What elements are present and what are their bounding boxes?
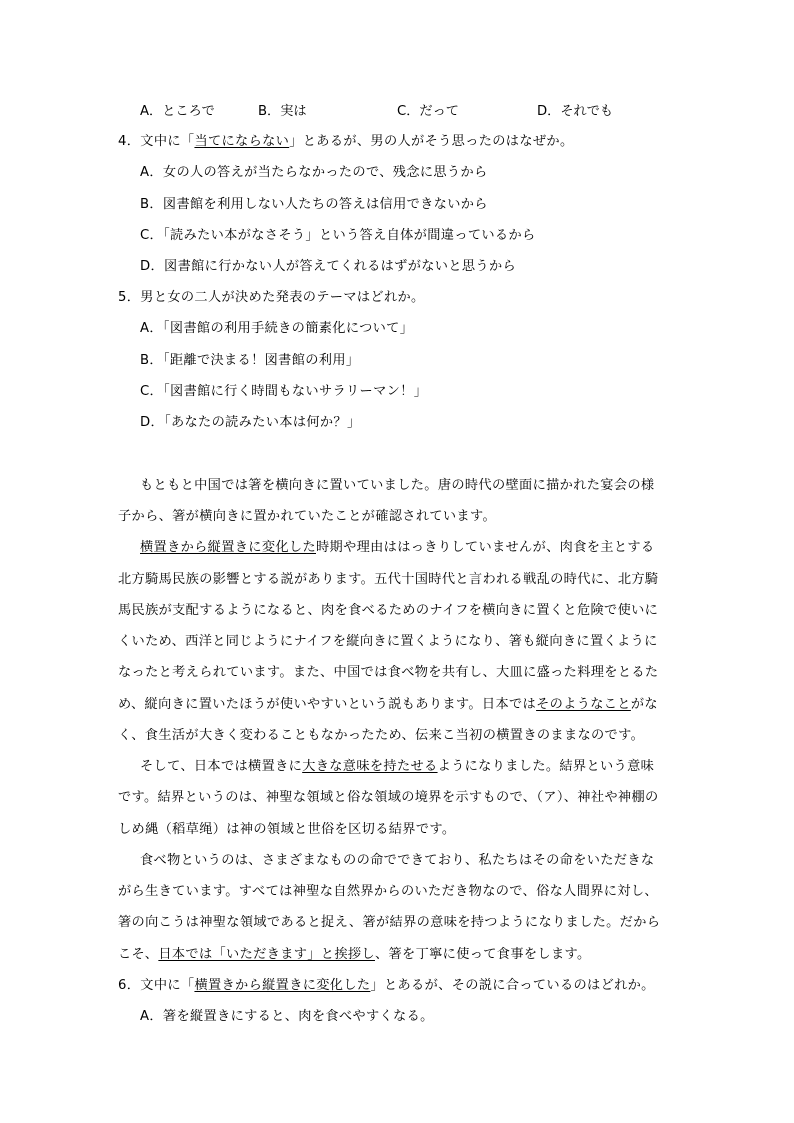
q3-option-d: D．それでも [537,104,614,119]
underlined-phrase: 日本では「いただきます」と挨拶し [158,947,375,962]
q4-option-c: C．「読みたい本がなさそう」という答え自体が間違っているから [140,228,536,243]
passage-line: もともと中国では箸を横向きに置いていました。唐の時代の壁面に描かれた宴会の様 [140,478,655,493]
passage-line: くいため、西洋と同じようにナイフを縦向きに置くようになり、箸も縦向きに置くように [118,634,658,649]
passage-line: がら生きています。すべては神聖な自然界からのいただき物なので、俗な人間界に対し、 [118,884,658,899]
passage-line: く、食生活が大きく変わることもなかったため、伝来こ当初の横置きのままなのです。 [118,728,645,743]
passage-line [140,539,654,557]
q6-option-a: A．箸を縦置きにすると、肉を食べやすくなる。 [140,1009,434,1024]
q3-option-c: C．だって [397,104,459,119]
q3-option-b: B．実は [258,104,307,119]
passage-line: なったと考えられています。また、中国では食べ物を共有し、大皿に盛った料理をとるた [118,665,659,680]
passage-text: め、縦向きに置いたほうが使いやすいという説もあります。日本では [118,697,537,712]
underlined-phrase: 横置きから縦置きに変化した [140,540,316,555]
passage-line: です。結界というのは、神聖な領域と俗な領域の境界を示すもので、（ア）、神社や神棚の [118,790,659,805]
underlined-phrase: そのようなこと [536,697,631,712]
q4-question [118,133,574,151]
q3-option-a: A．ところで [140,104,215,119]
q6-suffix: 」とあるが、その説に合っているのはどれか。 [370,978,655,993]
passage-line: 箸の向こうは神聖な領域であると捉え、箸が結界の意味を持つようになりました。だから [118,915,661,930]
q5-question: 5．男と女の二人が決めた発表のテーマはどれか。 [118,290,425,305]
q4-prefix: 4．文中に「 [118,134,195,149]
passage-line [118,946,591,964]
q4-option-b: B．図書館を利用しない人たちの答えは信用できないから [140,197,488,212]
q5-option-d: D．「あなたの読みたい本は何か？」 [140,415,361,430]
q4-option-a: A．女の人の答えが当たらなかったので、残念に思うから [140,165,488,180]
q5-option-b: B．「距離で決まる！図書館の利用」 [140,353,360,368]
passage-line [140,758,654,776]
passage-text: がな [630,697,658,712]
q4-option-d: D．図書館に行かない人が答えてくれるはずがないと思うから [140,259,517,274]
passage-line: 子から、箸が横向きに置かれていたことが確認されています。 [118,509,496,524]
passage-text: そして、日本では横置きに [140,759,303,774]
passage-text: こそ、 [118,947,159,962]
q6-prefix: 6．文中に「 [118,978,195,993]
q4-underlined: 当てにならない [194,134,290,149]
underlined-phrase: 大きな意味を持たせる [302,759,438,774]
passage-line: しめ縄（稻草绳）は神の領域と世俗を区切る結界です。 [118,822,456,837]
q5-option-a: A．「図書館の利用手続きの簡素化について」 [140,321,414,336]
q6-underlined: 横置きから縦置きに変化した [194,978,371,993]
passage-text: ようになりました。結界という意味 [437,759,655,774]
q4-suffix: 」とあるが、男の人がそう思ったのはなぜか。 [289,134,574,149]
passage-text: 、箸を丁寧に使って食事をします。 [374,947,591,962]
q5-option-c: C．「図書館に行く時間もないサラリーマン！」 [140,384,428,399]
passage-line [118,696,658,714]
passage-line: 食べ物というのは、さまざまなものの命でできており、私たちはその命をいただきな [140,853,655,868]
q6-question [118,977,655,995]
passage-text: 時期や理由ははっきりしていませんが、肉食を主とする [316,540,655,555]
passage-line: 馬民族が支配するようになると、肉を食べるためのナイフを横向きに置くと危険で使いに [118,603,659,618]
passage-line: 北方騎馬民族の影響とする説があります。五代十国時代と言われる戦乱の時代に、北方騎 [118,572,659,587]
